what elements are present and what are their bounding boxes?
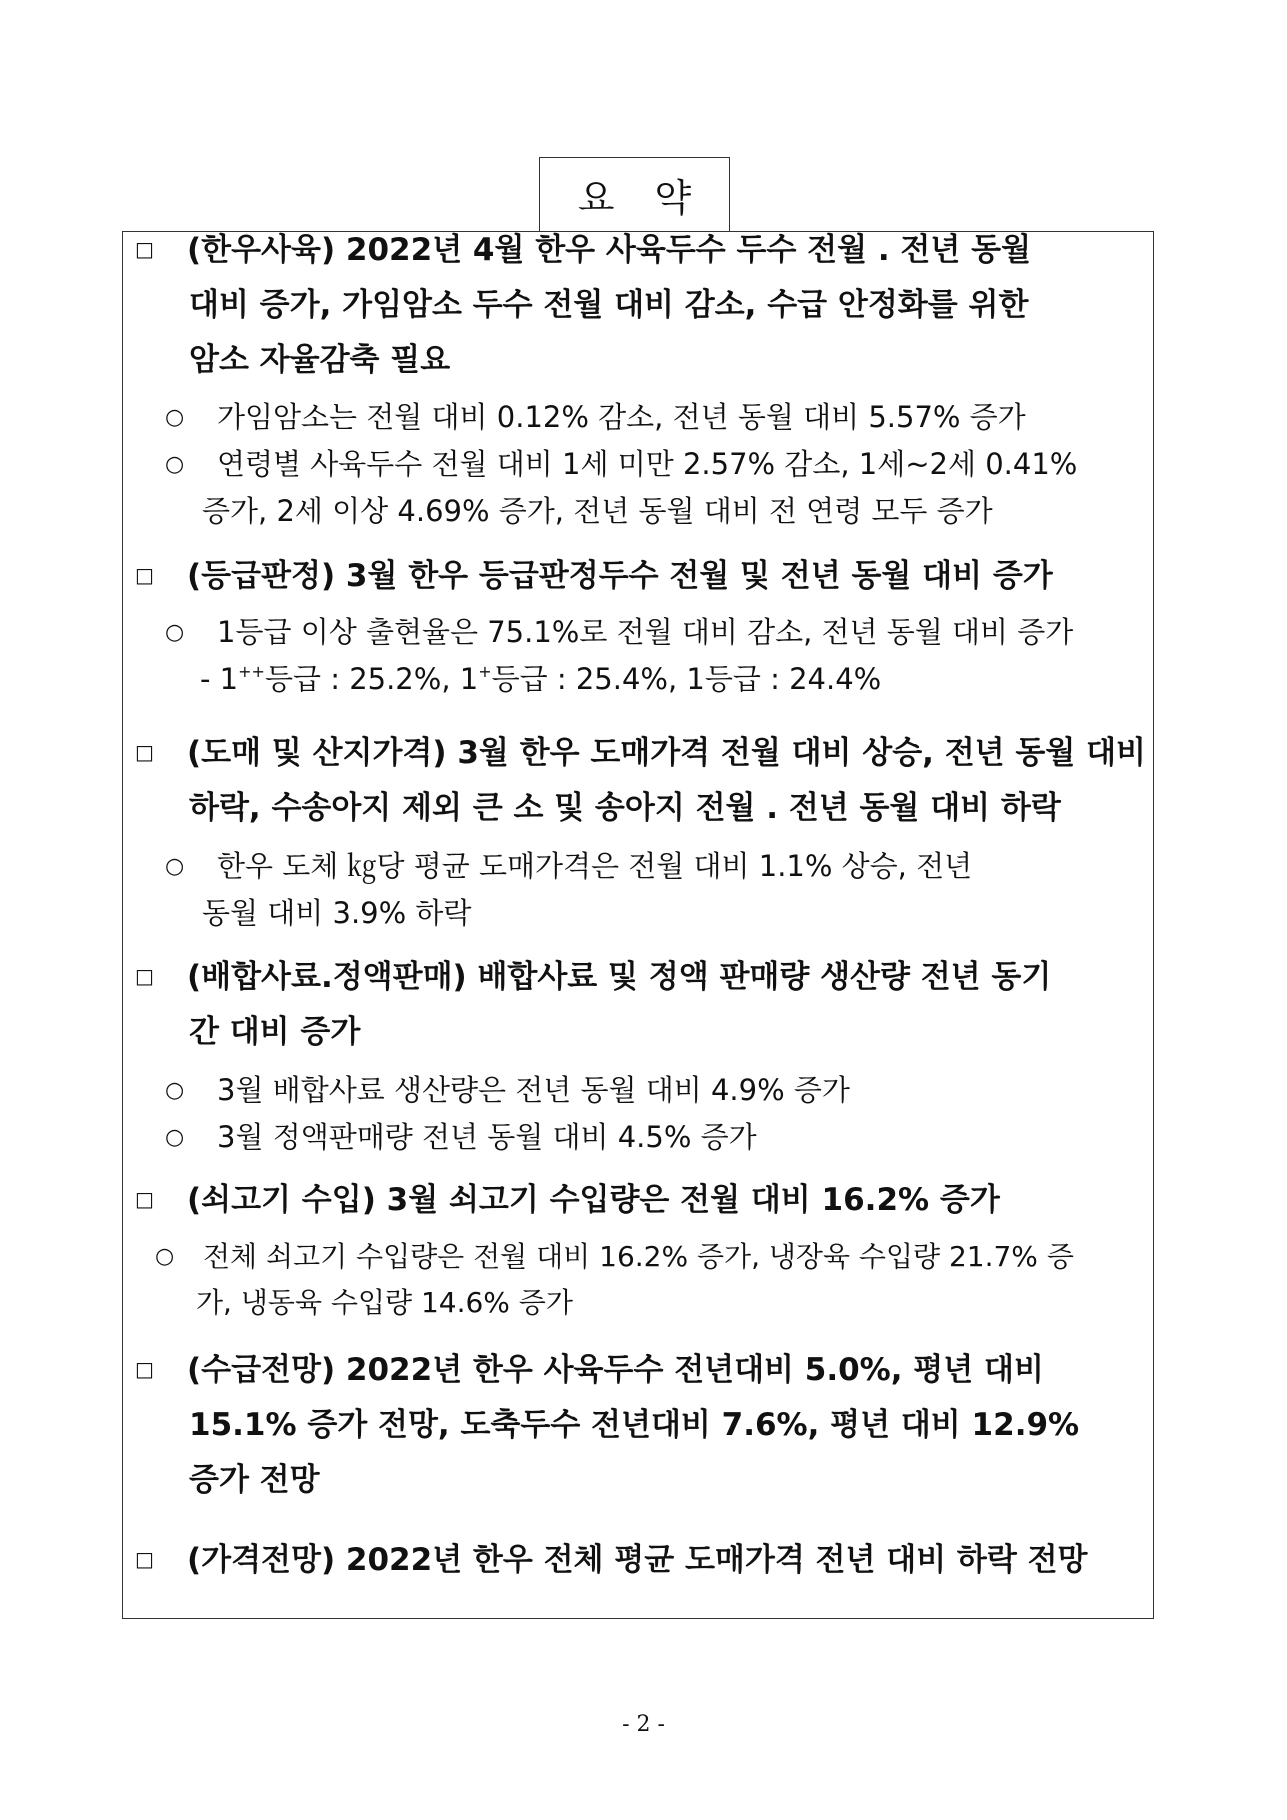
page-number: - 2 - — [622, 1712, 665, 1737]
list-item-continuation: 증가, 2세 이상 4.69% 증가, 전년 동월 대비 전 연령 모두 증가 — [202, 494, 993, 528]
section-heading-text: (등급판정) 3월 한우 등급판정두수 전월 및 전년 동월 대비 증가 — [187, 558, 1053, 594]
section-heading-text: (가격전망) 2022년 한우 전체 평균 도매가격 전년 대비 하락 전망 — [187, 1542, 1088, 1578]
section-heading — [135, 1182, 1140, 1218]
square-bullet-icon: □ — [135, 563, 154, 587]
list-item: ○ 3월 정액판매량 전년 동월 대비 4.5% 증가 — [165, 1120, 757, 1154]
section-heading-text: (도매 및 산지가격) 3월 한우 도매가격 전월 대비 상승, 전년 동월 대비 — [187, 735, 1146, 771]
square-bullet-icon: □ — [135, 237, 154, 261]
square-bullet-icon: □ — [135, 964, 154, 988]
section-heading — [135, 1352, 1140, 1388]
sub-item: - 1++등급 : 25.2%, 1+등급 : 25.4%, 1등급 : 24.4% — [200, 662, 882, 696]
circle-bullet-icon: ○ — [165, 405, 185, 430]
circle-bullet-icon: ○ — [165, 452, 185, 477]
list-item-continuation: 동월 대비 3.9% 하락 — [202, 896, 472, 930]
square-bullet-icon: □ — [135, 1357, 154, 1381]
section-heading-text: (한우사육) 2022년 4월 한우 사육두수 두수 전월 . 전년 동월 — [187, 232, 1032, 268]
list-item: ○ 연령별 사육두수 전월 대비 1세 미만 2.57% 감소, 1세~2세 0.41% — [165, 447, 1078, 481]
square-bullet-icon: □ — [135, 1547, 154, 1571]
circle-bullet-icon: ○ — [155, 1244, 175, 1269]
section-heading-continuation: 간 대비 증가 — [189, 1014, 361, 1050]
section-heading — [135, 1542, 1140, 1578]
section-heading-continuation: 15.1% 증가 전망, 도축두수 전년대비 7.6%, 평년 대비 12.9% — [189, 1407, 1080, 1443]
section-heading — [135, 558, 1140, 594]
section-heading-text: (배합사료.정액판매) 배합사료 및 정액 판매량 생산량 전년 동기 — [187, 959, 1052, 995]
section-heading — [135, 959, 1140, 995]
list-item: ○ 전체 쇠고기 수입량은 전월 대비 16.2% 증가, 냉장육 수입량 21.7% 증 — [155, 1240, 1074, 1273]
section-heading-continuation: 대비 증가, 가임암소 두수 전월 대비 감소, 수급 안정화를 위한 — [189, 287, 1029, 323]
section-heading — [135, 735, 1146, 771]
list-item: ○ 3월 배합사료 생산량은 전년 동월 대비 4.9% 증가 — [165, 1073, 850, 1107]
list-item-continuation: 가, 냉동육 수입량 14.6% 증가 — [196, 1286, 573, 1319]
square-bullet-icon: □ — [135, 740, 154, 764]
square-bullet-icon: □ — [135, 1187, 154, 1211]
list-item: ○ 1등급 이상 출현율은 75.1%로 전월 대비 감소, 전년 동월 대비 증가 — [165, 615, 1074, 649]
summary-title: 요 약 — [539, 157, 730, 231]
circle-bullet-icon: ○ — [165, 1125, 185, 1150]
section-heading-text: (쇠고기 수입) 3월 쇠고기 수입량은 전월 대비 16.2% 증가 — [187, 1182, 1000, 1218]
list-item: ○ 가임암소는 전월 대비 0.12% 감소, 전년 동월 대비 5.57% 증가 — [165, 400, 1026, 434]
circle-bullet-icon: ○ — [165, 620, 185, 645]
section-heading-continuation: 증가 전망 — [189, 1462, 320, 1498]
section-heading — [135, 232, 1140, 268]
circle-bullet-icon: ○ — [165, 1078, 185, 1103]
list-item: ○ 한우 도체 ㎏당 평균 도매가격은 전월 대비 1.1% 상승, 전년 — [165, 849, 973, 883]
section-heading-continuation: 암소 자율감축 필요 — [189, 342, 451, 378]
section-heading-continuation: 하락, 수송아지 제외 큰 소 및 송아지 전월 . 전년 동월 대비 하락 — [189, 790, 1061, 826]
section-heading-text: (수급전망) 2022년 한우 사육두수 전년대비 5.0%, 평년 대비 — [187, 1352, 1044, 1388]
circle-bullet-icon: ○ — [165, 854, 185, 879]
